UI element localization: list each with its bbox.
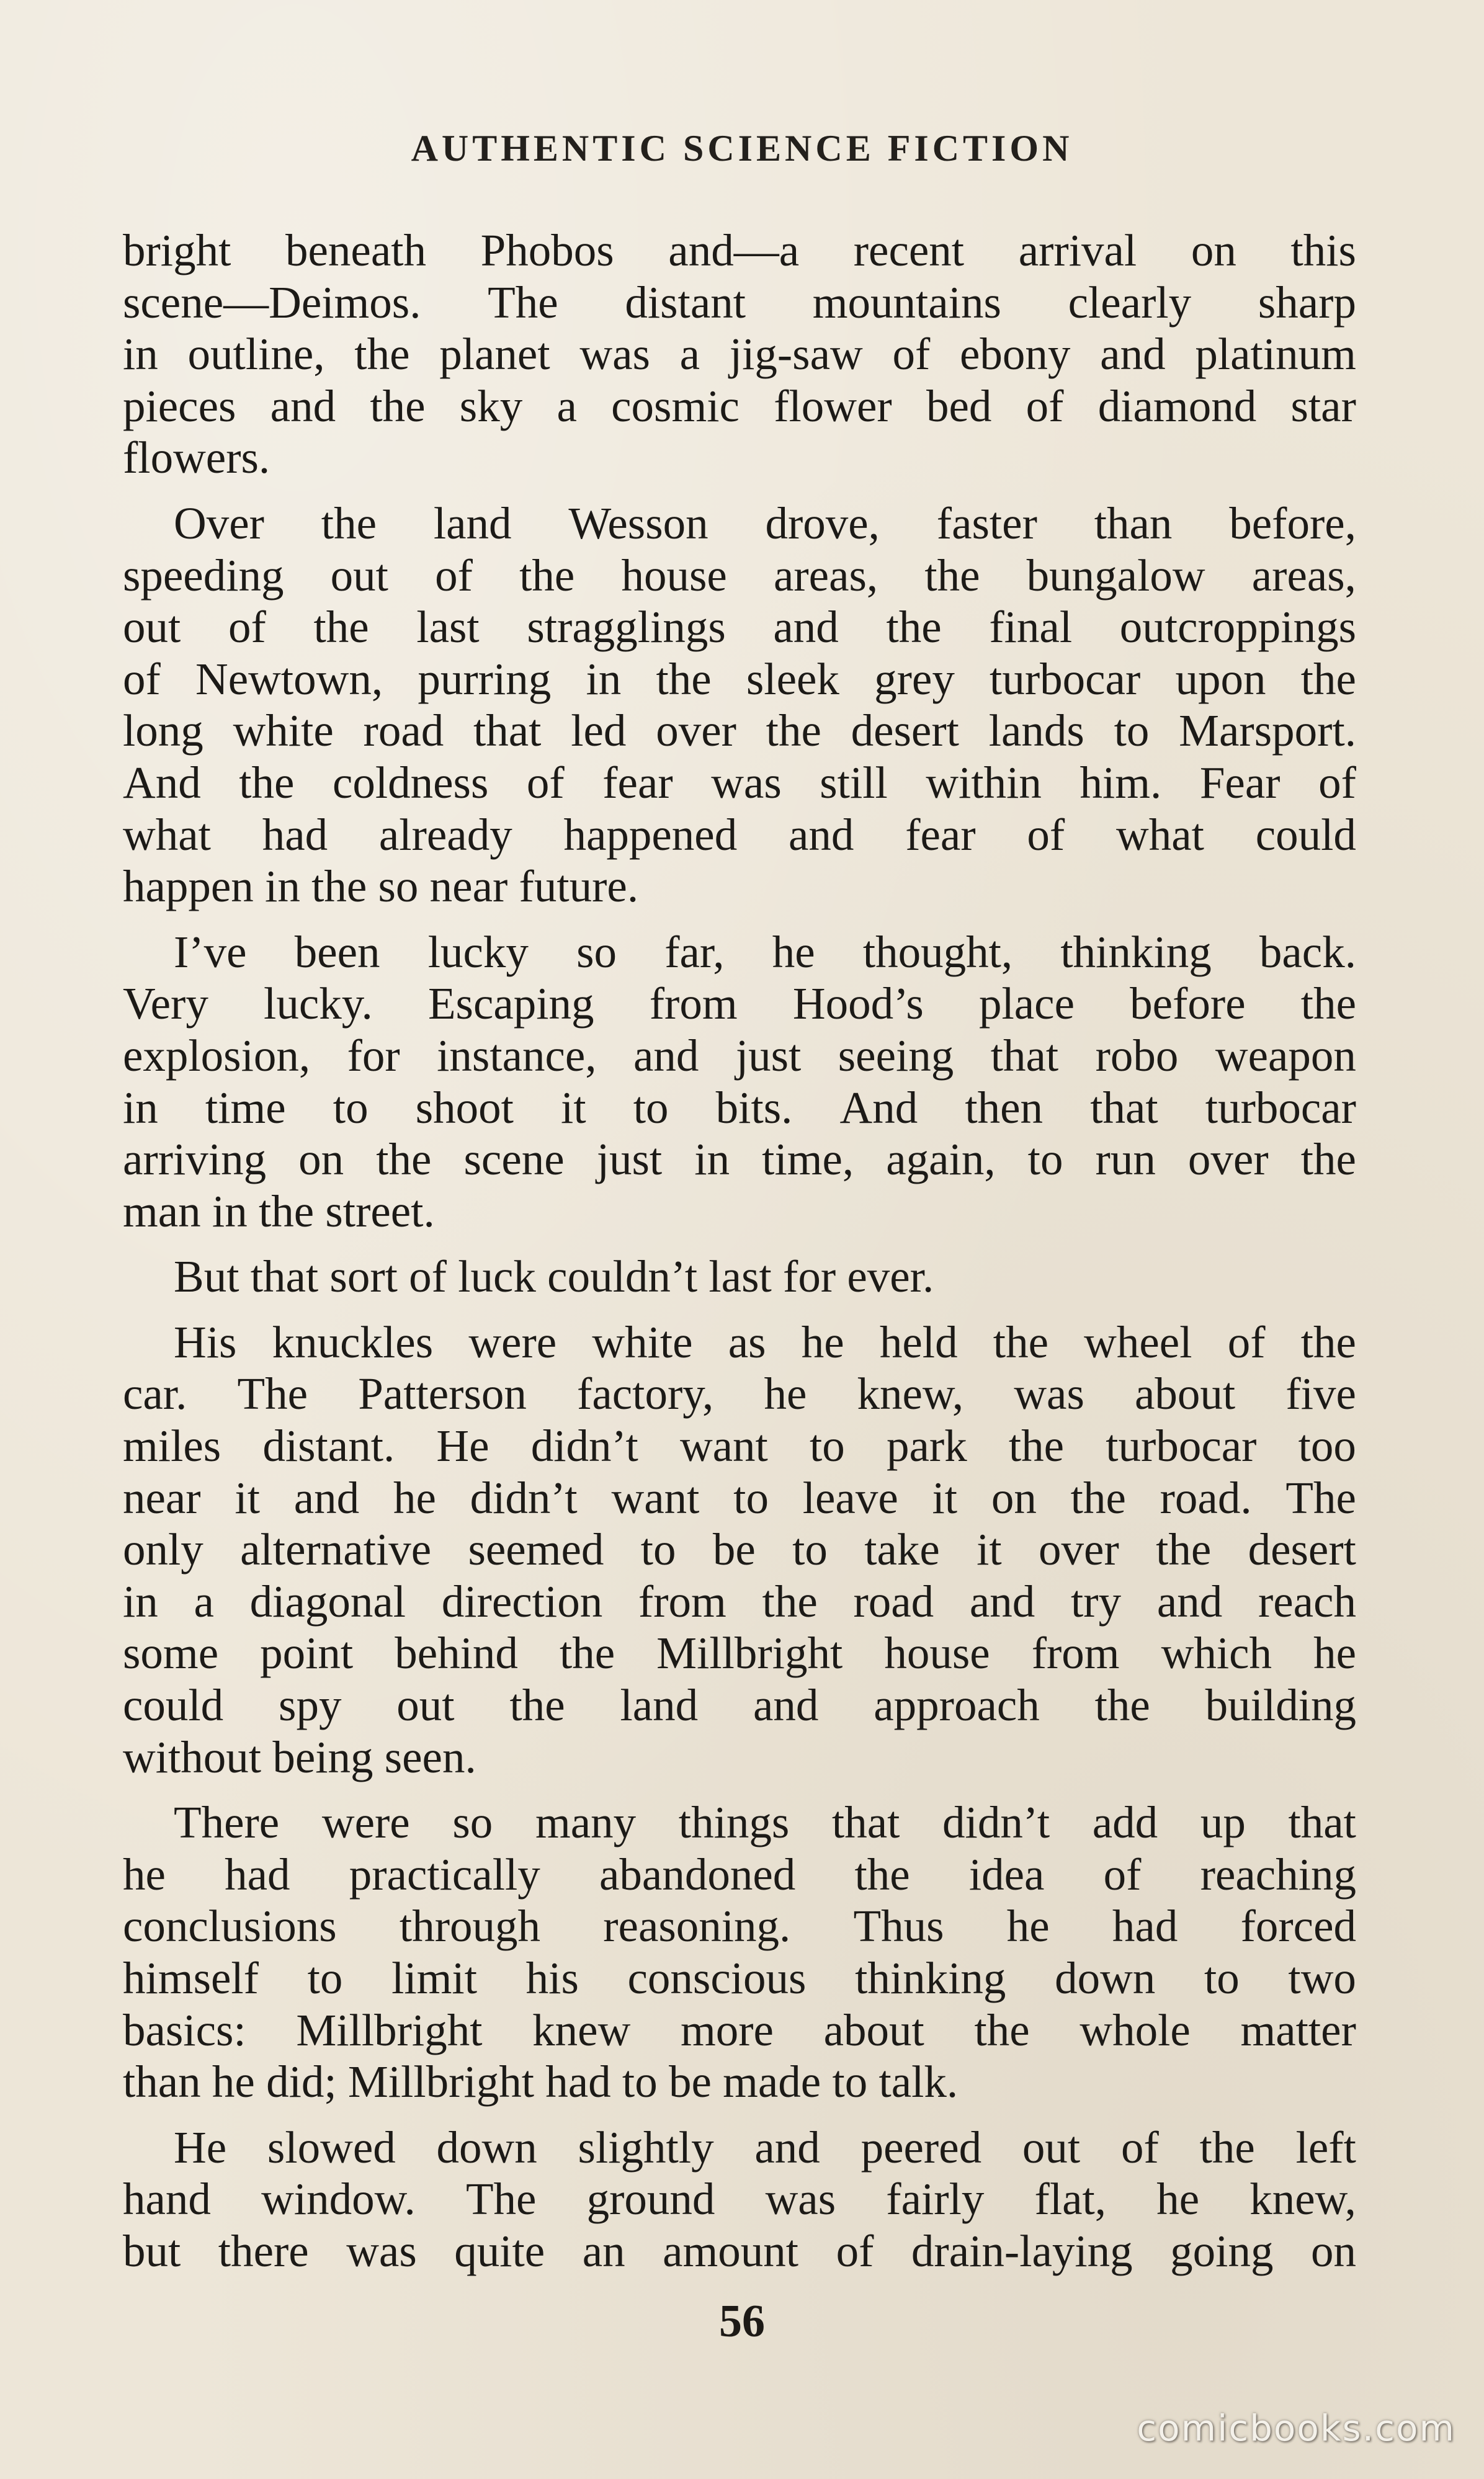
text-line: in a diagonal direction from the road and try and reach	[123, 1576, 1356, 1627]
text-line: basics: Millbright knew more about the whole matter	[123, 2004, 1356, 2055]
text-line: in time to shoot it to bits. And then that turbocar	[123, 1082, 1356, 1133]
running-head: AUTHENTIC SCIENCE FICTION	[411, 128, 1073, 169]
text-line: And the coldness of fear was still within him. Fear of	[123, 757, 1356, 808]
text-line: he had practically abandoned the idea of reaching	[123, 1849, 1356, 1900]
text-line: Over the land Wesson drove, faster than before,	[174, 498, 1356, 548]
paragraph	[123, 1797, 1356, 2108]
text-line: man in the street.	[123, 1186, 435, 1236]
text-line: some point behind the Millbright house from which he	[123, 1628, 1356, 1679]
text-line: near it and he didn’t want to leave it on the road. The	[123, 1472, 1356, 1523]
text-line: conclusions through reasoning. Thus he had forced	[123, 1901, 1356, 1952]
text-line: of Newtown, purring in the sleek grey turbocar upon the	[123, 653, 1356, 704]
paragraph	[123, 1251, 1356, 1303]
text-line: but there was quite an amount of drain-laying going on	[123, 2225, 1356, 2276]
text-line: than he did; Millbright had to be made to talk.	[123, 2057, 959, 2107]
text-line: hand window. The ground was fairly flat, he knew,	[123, 2174, 1356, 2225]
text-line: miles distant. He didn’t want to park the turbocar too	[123, 1421, 1356, 1472]
text-line: long white road that led over the desert lands to Marsport.	[123, 705, 1356, 756]
body-text	[123, 225, 1356, 2291]
page-number: 56	[719, 2296, 765, 2347]
paragraph	[123, 2122, 1356, 2277]
paragraph	[123, 926, 1356, 1238]
text-line: bright beneath Phobos and—a recent arrival on this	[123, 225, 1356, 275]
watermark: comicbooks.com	[1137, 2407, 1455, 2449]
text-line: what had already happened and fear of what could	[123, 809, 1356, 860]
text-line: speeding out of the house areas, the bungalow areas,	[123, 550, 1356, 601]
text-line: There were so many things that didn’t add up that	[174, 1797, 1356, 1848]
text-line: But that sort of luck couldn’t last for ever.	[174, 1251, 934, 1302]
text-line: could spy out the land and approach the building	[123, 1680, 1356, 1731]
text-line: His knuckles were white as he held the wheel of the	[174, 1316, 1356, 1367]
text-line: without being seen.	[123, 1731, 476, 1782]
text-line: car. The Patterson factory, he knew, was about five	[123, 1369, 1356, 1419]
text-line: arriving on the scene just in time, again, to run over the	[123, 1134, 1356, 1185]
text-line: himself to limit his conscious thinking down to two	[123, 1953, 1356, 2003]
text-line: Very lucky. Escaping from Hood’s place before the	[123, 978, 1356, 1029]
text-line: He slowed down slightly and peered out of the left	[174, 2122, 1356, 2173]
text-line: out of the last stragglings and the final outcroppings	[123, 602, 1356, 653]
text-line: in outline, the planet was a jig-saw of ebony and platinum	[123, 329, 1356, 380]
paragraph	[123, 225, 1356, 484]
text-line: scene—Deimos. The distant mountains clearly sharp	[123, 277, 1356, 328]
text-line: only alternative seemed to be to take it over the desert	[123, 1524, 1356, 1575]
text-line: explosion, for instance, and just seeing that robo weapon	[123, 1030, 1356, 1081]
paragraph	[123, 498, 1356, 913]
text-line: I’ve been lucky so far, he thought, thinking back.	[174, 926, 1356, 977]
paragraph	[123, 1316, 1356, 1783]
text-line: pieces and the sky a cosmic flower bed of diamond star	[123, 380, 1356, 431]
text-line: happen in the so near future.	[123, 861, 639, 912]
text-line: flowers.	[123, 432, 270, 483]
